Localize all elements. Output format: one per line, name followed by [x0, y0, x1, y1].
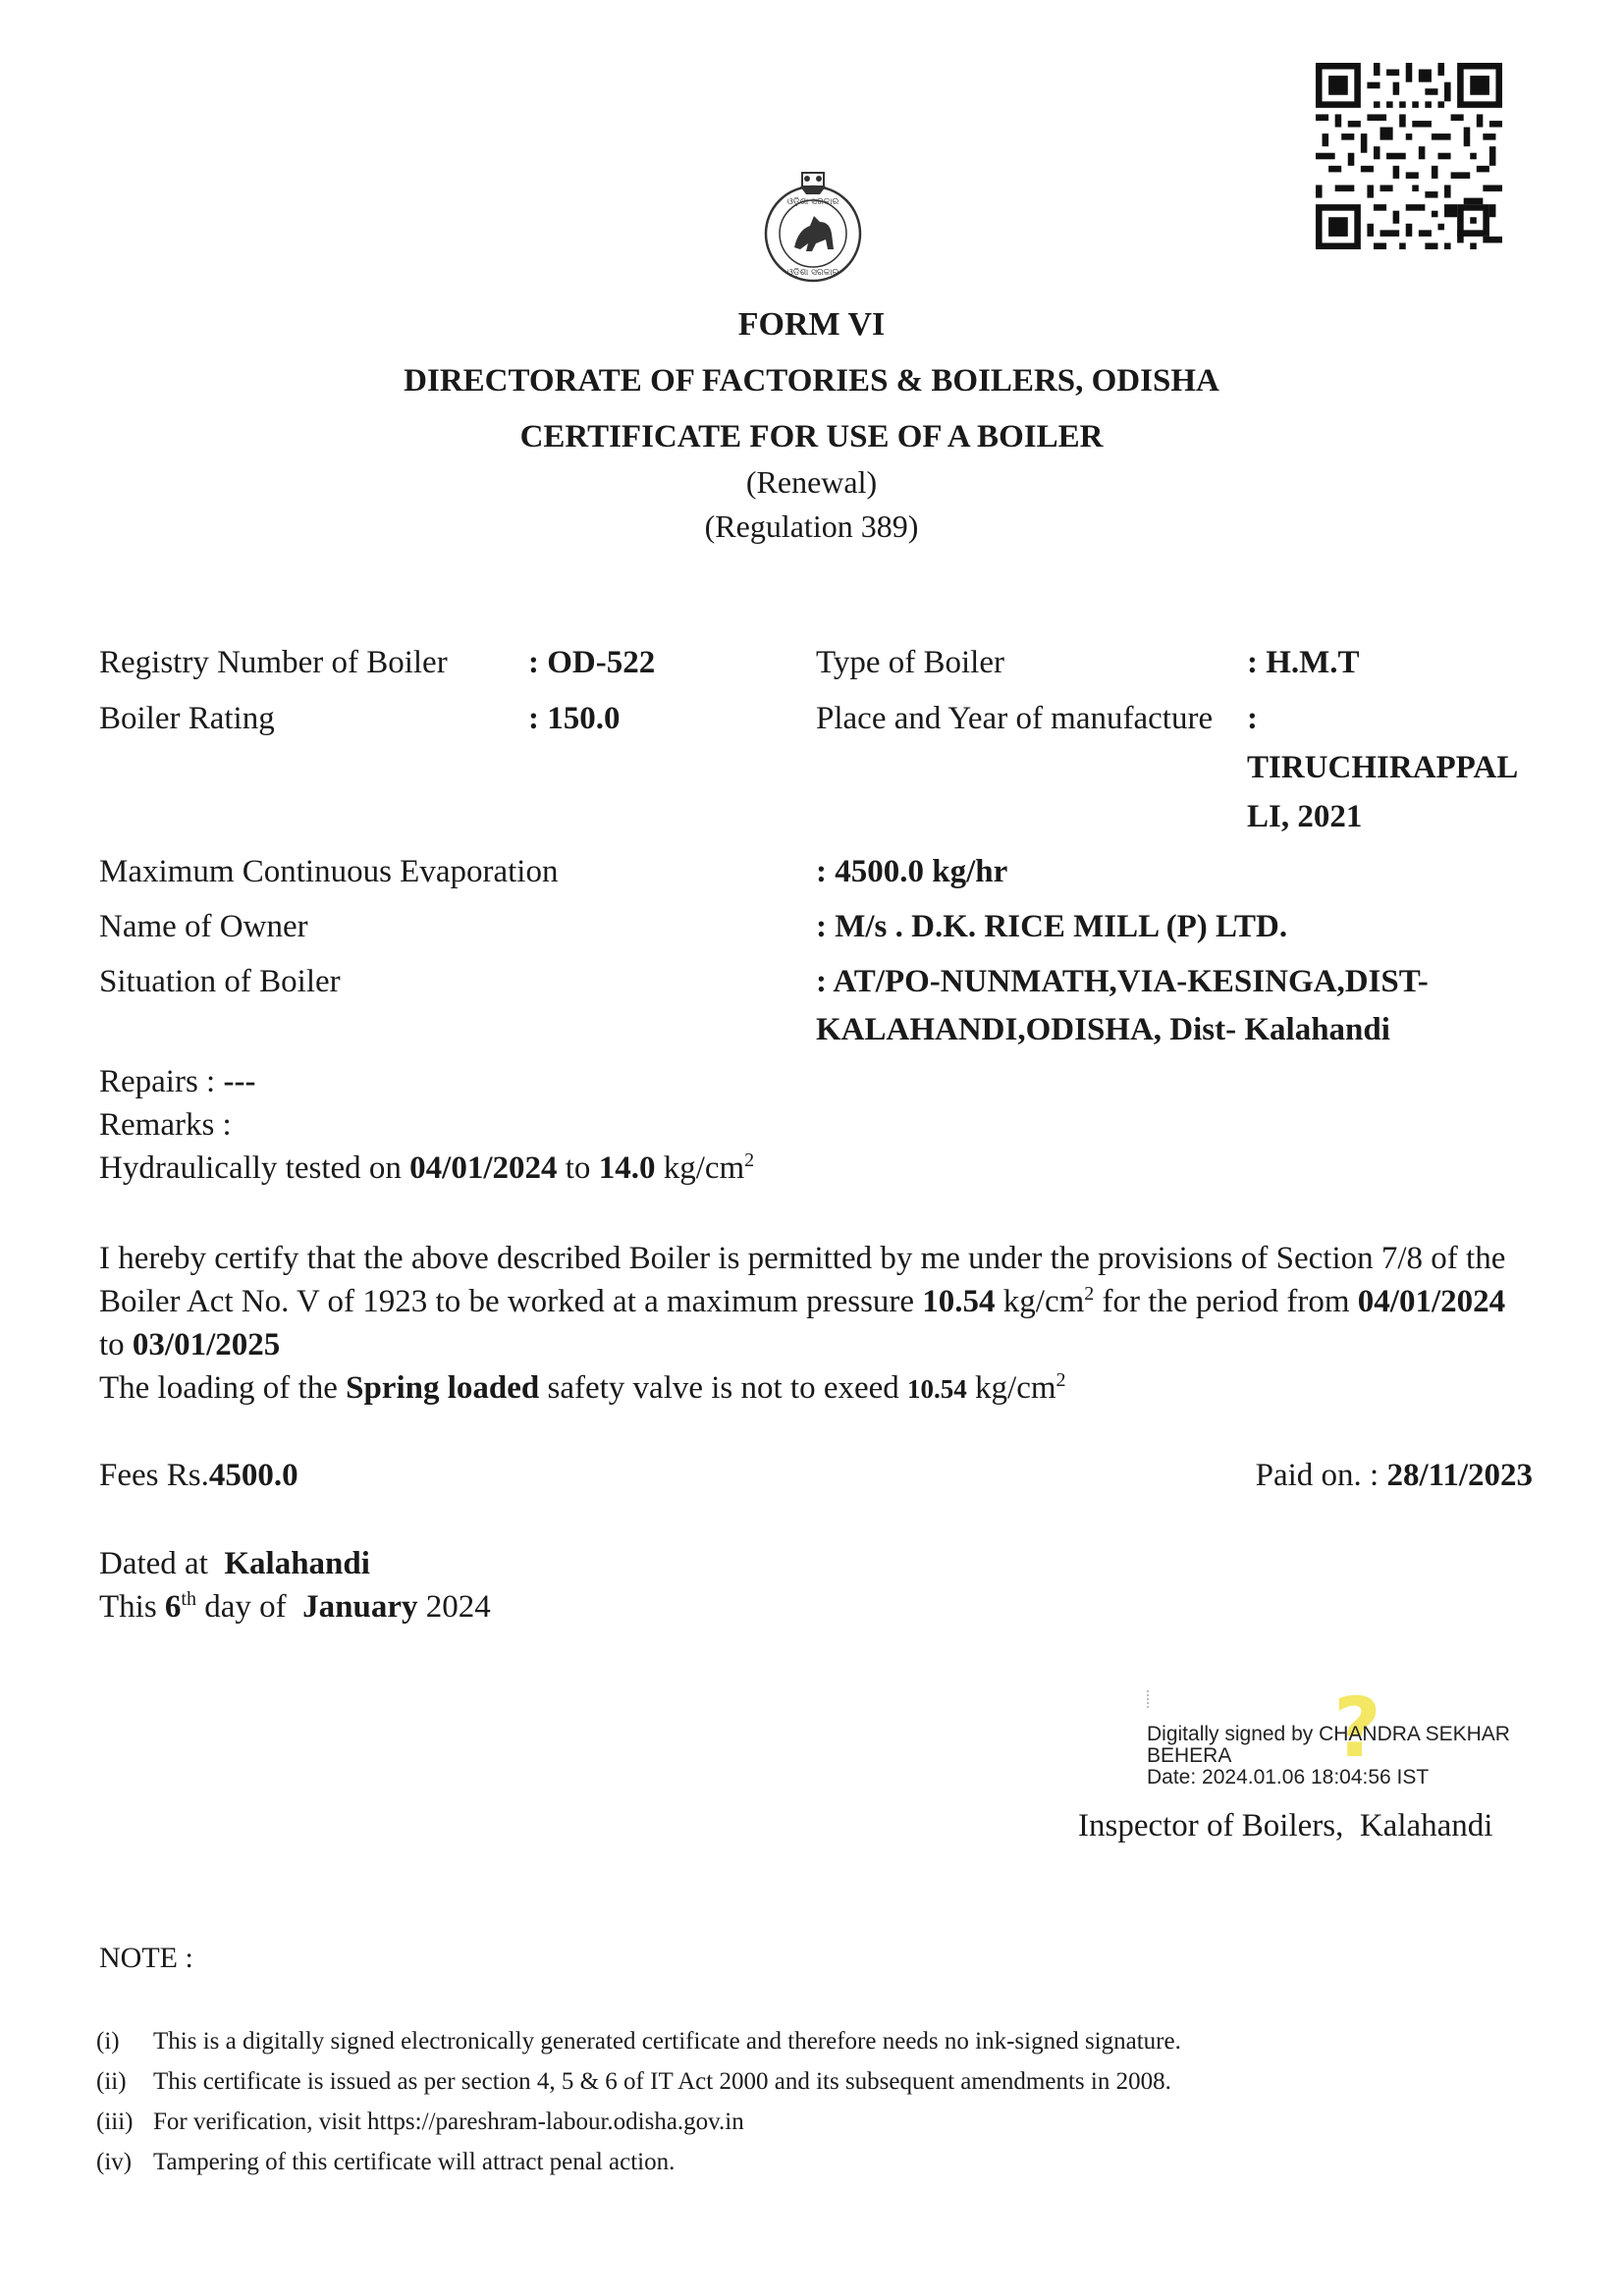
- valve-prefix: The loading of the: [99, 1370, 347, 1406]
- valve-unit: kg/cm: [966, 1370, 1056, 1406]
- situation-line1: : AT/PO-NUNMATH,VIA-KESINGA,DIST-: [816, 964, 1429, 999]
- manufacture-label: Place and Year of manufacture: [816, 701, 1214, 736]
- fees-line: [99, 1458, 298, 1494]
- note-text: Tampering of this certificate will attract penal action.: [153, 2149, 676, 2175]
- paid-on-label: Paid on. :: [1255, 1458, 1387, 1493]
- repairs-label: Repairs :: [99, 1064, 224, 1099]
- owner-value: : M/s . D.K. RICE MILL (P) LTD.: [816, 909, 1288, 944]
- note-text: This is a digitally signed electronically generated certificate and therefore needs no ink-signed signature.: [153, 2028, 1181, 2055]
- certify-line2: [99, 1284, 1505, 1320]
- date-year: 2024: [417, 1589, 491, 1625]
- qr-code-icon: [1316, 63, 1502, 249]
- form-title: FORM VI: [737, 306, 886, 343]
- note-item: [96, 2109, 1549, 2138]
- certify-to-label: to: [99, 1327, 133, 1362]
- fees-value: 4500.0: [208, 1458, 298, 1493]
- certify-line3: [99, 1327, 280, 1363]
- dated-place: Kalahandi: [224, 1546, 370, 1581]
- note-number: (ii): [96, 2068, 127, 2095]
- hydraulic-unit: kg/cm: [655, 1150, 745, 1186]
- digital-signature: [1147, 1680, 1559, 1798]
- boiler-type-label: Type of Boiler: [816, 645, 1004, 680]
- emblem-top-text: ଓଡ଼ିଶା ସରକାର: [786, 197, 839, 207]
- inspector-title: Inspector of Boilers, Kalahandi: [1078, 1808, 1493, 1843]
- rating-value: : 150.0: [528, 701, 621, 736]
- dated-at-line: [99, 1546, 370, 1582]
- certificate-title: CERTIFICATE FOR USE OF A BOILER: [519, 419, 1104, 454]
- date-day: 6: [164, 1589, 182, 1625]
- valve-pressure: 10.54: [907, 1374, 967, 1404]
- note-title: NOTE :: [99, 1942, 193, 1974]
- state-emblem: [759, 165, 867, 283]
- certify-from-date: 04/01/2024: [1357, 1284, 1506, 1319]
- manufacture-colon: :: [1247, 701, 1258, 736]
- valve-type: Spring loaded: [346, 1370, 540, 1406]
- dated-label: Dated at: [99, 1546, 225, 1581]
- note-number: (i): [96, 2028, 120, 2055]
- regulation-label: (Regulation 389): [704, 508, 919, 544]
- note-item: [96, 2149, 1549, 2178]
- date-month: January: [302, 1589, 418, 1625]
- hydraulic-unit-exponent: 2: [744, 1149, 755, 1171]
- manufacture-place-line1: TIRUCHIRAPPAL: [1247, 750, 1519, 785]
- note-item: [96, 2068, 1549, 2098]
- owner-label: Name of Owner: [99, 909, 308, 944]
- evaporation-label: Maximum Continuous Evaporation: [99, 854, 559, 889]
- valve-unit-exponent: 2: [1055, 1369, 1066, 1391]
- emblem-bottom-text: ଓଡ଼ିଶା ସରକାର: [786, 268, 839, 278]
- qr-code: [1316, 63, 1502, 249]
- hydraulic-prefix: Hydraulically tested on: [99, 1150, 410, 1186]
- fees-label: Fees Rs.: [99, 1458, 209, 1493]
- hydraulic-pressure: 14.0: [598, 1150, 656, 1186]
- note-number: (iii): [96, 2109, 134, 2135]
- directorate-title: DIRECTORATE OF FACTORIES & BOILERS, ODISHA: [404, 363, 1219, 399]
- repairs-line: [99, 1064, 255, 1100]
- registry-value: : OD-522: [528, 645, 656, 680]
- date-line: [99, 1589, 491, 1626]
- boiler-type-value: : H.M.T: [1247, 645, 1360, 680]
- date-day-of: day of: [195, 1589, 303, 1625]
- certify-unit: kg/cm: [995, 1284, 1085, 1319]
- note-text: This certificate is issued as per section 4, 5 & 6 of IT Act 2000 and its subsequent amendments in 2008.: [153, 2068, 1171, 2095]
- note-item: [96, 2028, 1549, 2057]
- note-text: For verification, visit https://pareshram-labour.odisha.gov.in: [153, 2109, 744, 2135]
- validity-question-mark: ?: [1333, 1680, 1381, 1776]
- remarks-label: Remarks :: [99, 1107, 232, 1143]
- signature-line2: BEHERA: [1147, 1744, 1232, 1767]
- certify-text-a: Boiler Act No. V of 1923 to be worked at a maximum pressure: [99, 1284, 923, 1319]
- paid-on-date: 28/11/2023: [1386, 1458, 1533, 1493]
- valve-mid: safety valve is not to exeed: [539, 1370, 908, 1406]
- repairs-value: ---: [223, 1064, 256, 1099]
- date-day-suffix: th: [181, 1588, 196, 1610]
- odisha-emblem-icon: [759, 165, 867, 283]
- safety-valve-line: [99, 1370, 1066, 1407]
- rating-label: Boiler Rating: [99, 701, 275, 736]
- signature-line1: Digitally signed by CHANDRA SEKHAR: [1147, 1723, 1510, 1745]
- signature-line3: Date: 2024.01.06 18:04:56 IST: [1147, 1766, 1430, 1789]
- situation-label: Situation of Boiler: [99, 964, 341, 999]
- certify-to-date: 03/01/2025: [132, 1327, 281, 1362]
- certify-text-b: for the period from: [1094, 1284, 1358, 1319]
- paid-on-line: [1256, 1458, 1533, 1494]
- signature-marker: [1147, 1690, 1152, 1708]
- renewal-label: (Renewal): [745, 464, 878, 500]
- hydraulic-date: 04/01/2024: [409, 1150, 558, 1186]
- evaporation-value: : 4500.0 kg/hr: [816, 854, 1008, 889]
- situation-line2: KALAHANDI,ODISHA, Dist- Kalahandi: [816, 1012, 1390, 1047]
- registry-label: Registry Number of Boiler: [99, 645, 448, 680]
- hydraulic-test-line: [99, 1150, 754, 1187]
- certify-pressure: 10.54: [922, 1284, 996, 1319]
- certify-line1: I hereby certify that the above described Boiler is permitted by me under the provisions of Section 7/8 of the: [99, 1241, 1506, 1276]
- note-number: (iv): [96, 2149, 133, 2175]
- certify-unit-exponent: 2: [1084, 1283, 1095, 1305]
- manufacture-place-line2: LI, 2021: [1247, 799, 1363, 834]
- hydraulic-mid: to: [557, 1150, 599, 1186]
- date-this: This: [99, 1589, 165, 1625]
